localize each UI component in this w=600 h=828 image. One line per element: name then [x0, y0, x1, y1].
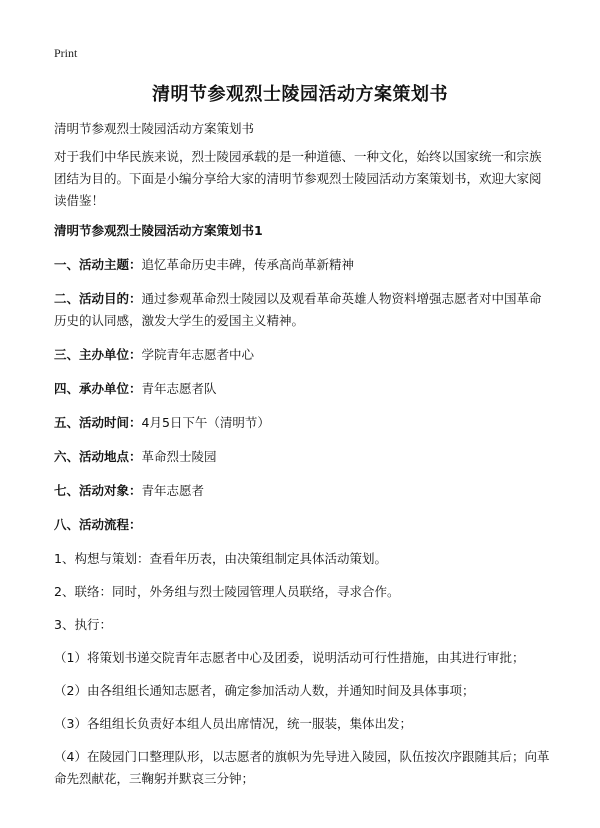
item-label: 二、活动目的：	[54, 291, 142, 306]
flow-step: 1、构想与策划：查看年历表，由决策组制定具体活动策划。	[54, 551, 387, 566]
item-value: 通过参观革命烈士陵园以及观看革命英雄人物资料增强志愿者对中国革命历史的认同感，激发大学生的爱国主义精神。	[54, 291, 542, 328]
item-value: 青年志愿者	[141, 483, 205, 498]
item-label: 一、活动主题：	[54, 257, 142, 272]
item-value: 4月5日下午（清明节）	[141, 415, 270, 430]
item-value: 学院青年志愿者中心	[141, 347, 255, 362]
flow-step: （2）由各组组长通知志愿者，确定参加活动人数，并通知时间及具体事项；	[54, 683, 475, 698]
item-label: 四、承办单位：	[54, 381, 142, 396]
item-label: 五、活动时间：	[54, 415, 142, 430]
flow-heading: 八、活动流程：	[54, 517, 142, 532]
section-heading: 清明节参观烈士陵园活动方案策划书1	[54, 223, 263, 238]
item-label: 三、主办单位：	[54, 347, 142, 362]
item-value: 青年志愿者队	[141, 381, 217, 396]
item-label: 六、活动地点：	[54, 449, 142, 464]
item-location	[54, 446, 550, 468]
item-theme	[54, 254, 550, 276]
flow-step: （4）在陵园门口整理队形，以志愿者的旗帜为先导进入陵园，队伍按次序跟随其后；向革命先烈献花，三鞠躬并默哀三分钟；	[54, 749, 550, 786]
document-subtitle: 清明节参观烈士陵园活动方案策划书	[54, 121, 255, 136]
flow-step: （3）各组组长负责好本组人员出席情况，统一服装，集体出发；	[54, 716, 412, 731]
intro-paragraph: 对于我们中华民族来说，烈士陵园承载的是一种道德、一种文化，始终以国家统一和宗族团结为目的。下面是小编分享给大家的清明节参观烈士陵园活动方案策划书，欢迎大家阅读借鉴！	[54, 149, 542, 208]
item-audience	[54, 480, 550, 502]
item-purpose	[54, 288, 550, 332]
item-time	[54, 412, 550, 434]
item-value: 追忆革命历史丰碑，传承高尚革新精神	[141, 257, 355, 272]
document-body	[54, 118, 550, 801]
item-organizer	[54, 344, 550, 366]
print-link[interactable]: Print	[54, 46, 78, 60]
flow-step: （1）将策划书递交院青年志愿者中心及团委，说明活动可行性措施，由其进行审批；	[54, 650, 525, 665]
flow-step: 2、联络：同时，外务组与烈士陵园管理人员联络，寻求合作。	[54, 584, 400, 599]
item-label: 七、活动对象：	[54, 483, 142, 498]
flow-step: 3、执行：	[54, 617, 112, 632]
page-title: 清明节参观烈士陵园活动方案策划书	[152, 84, 448, 105]
item-undertaker	[54, 378, 550, 400]
item-value: 革命烈士陵园	[141, 449, 217, 464]
